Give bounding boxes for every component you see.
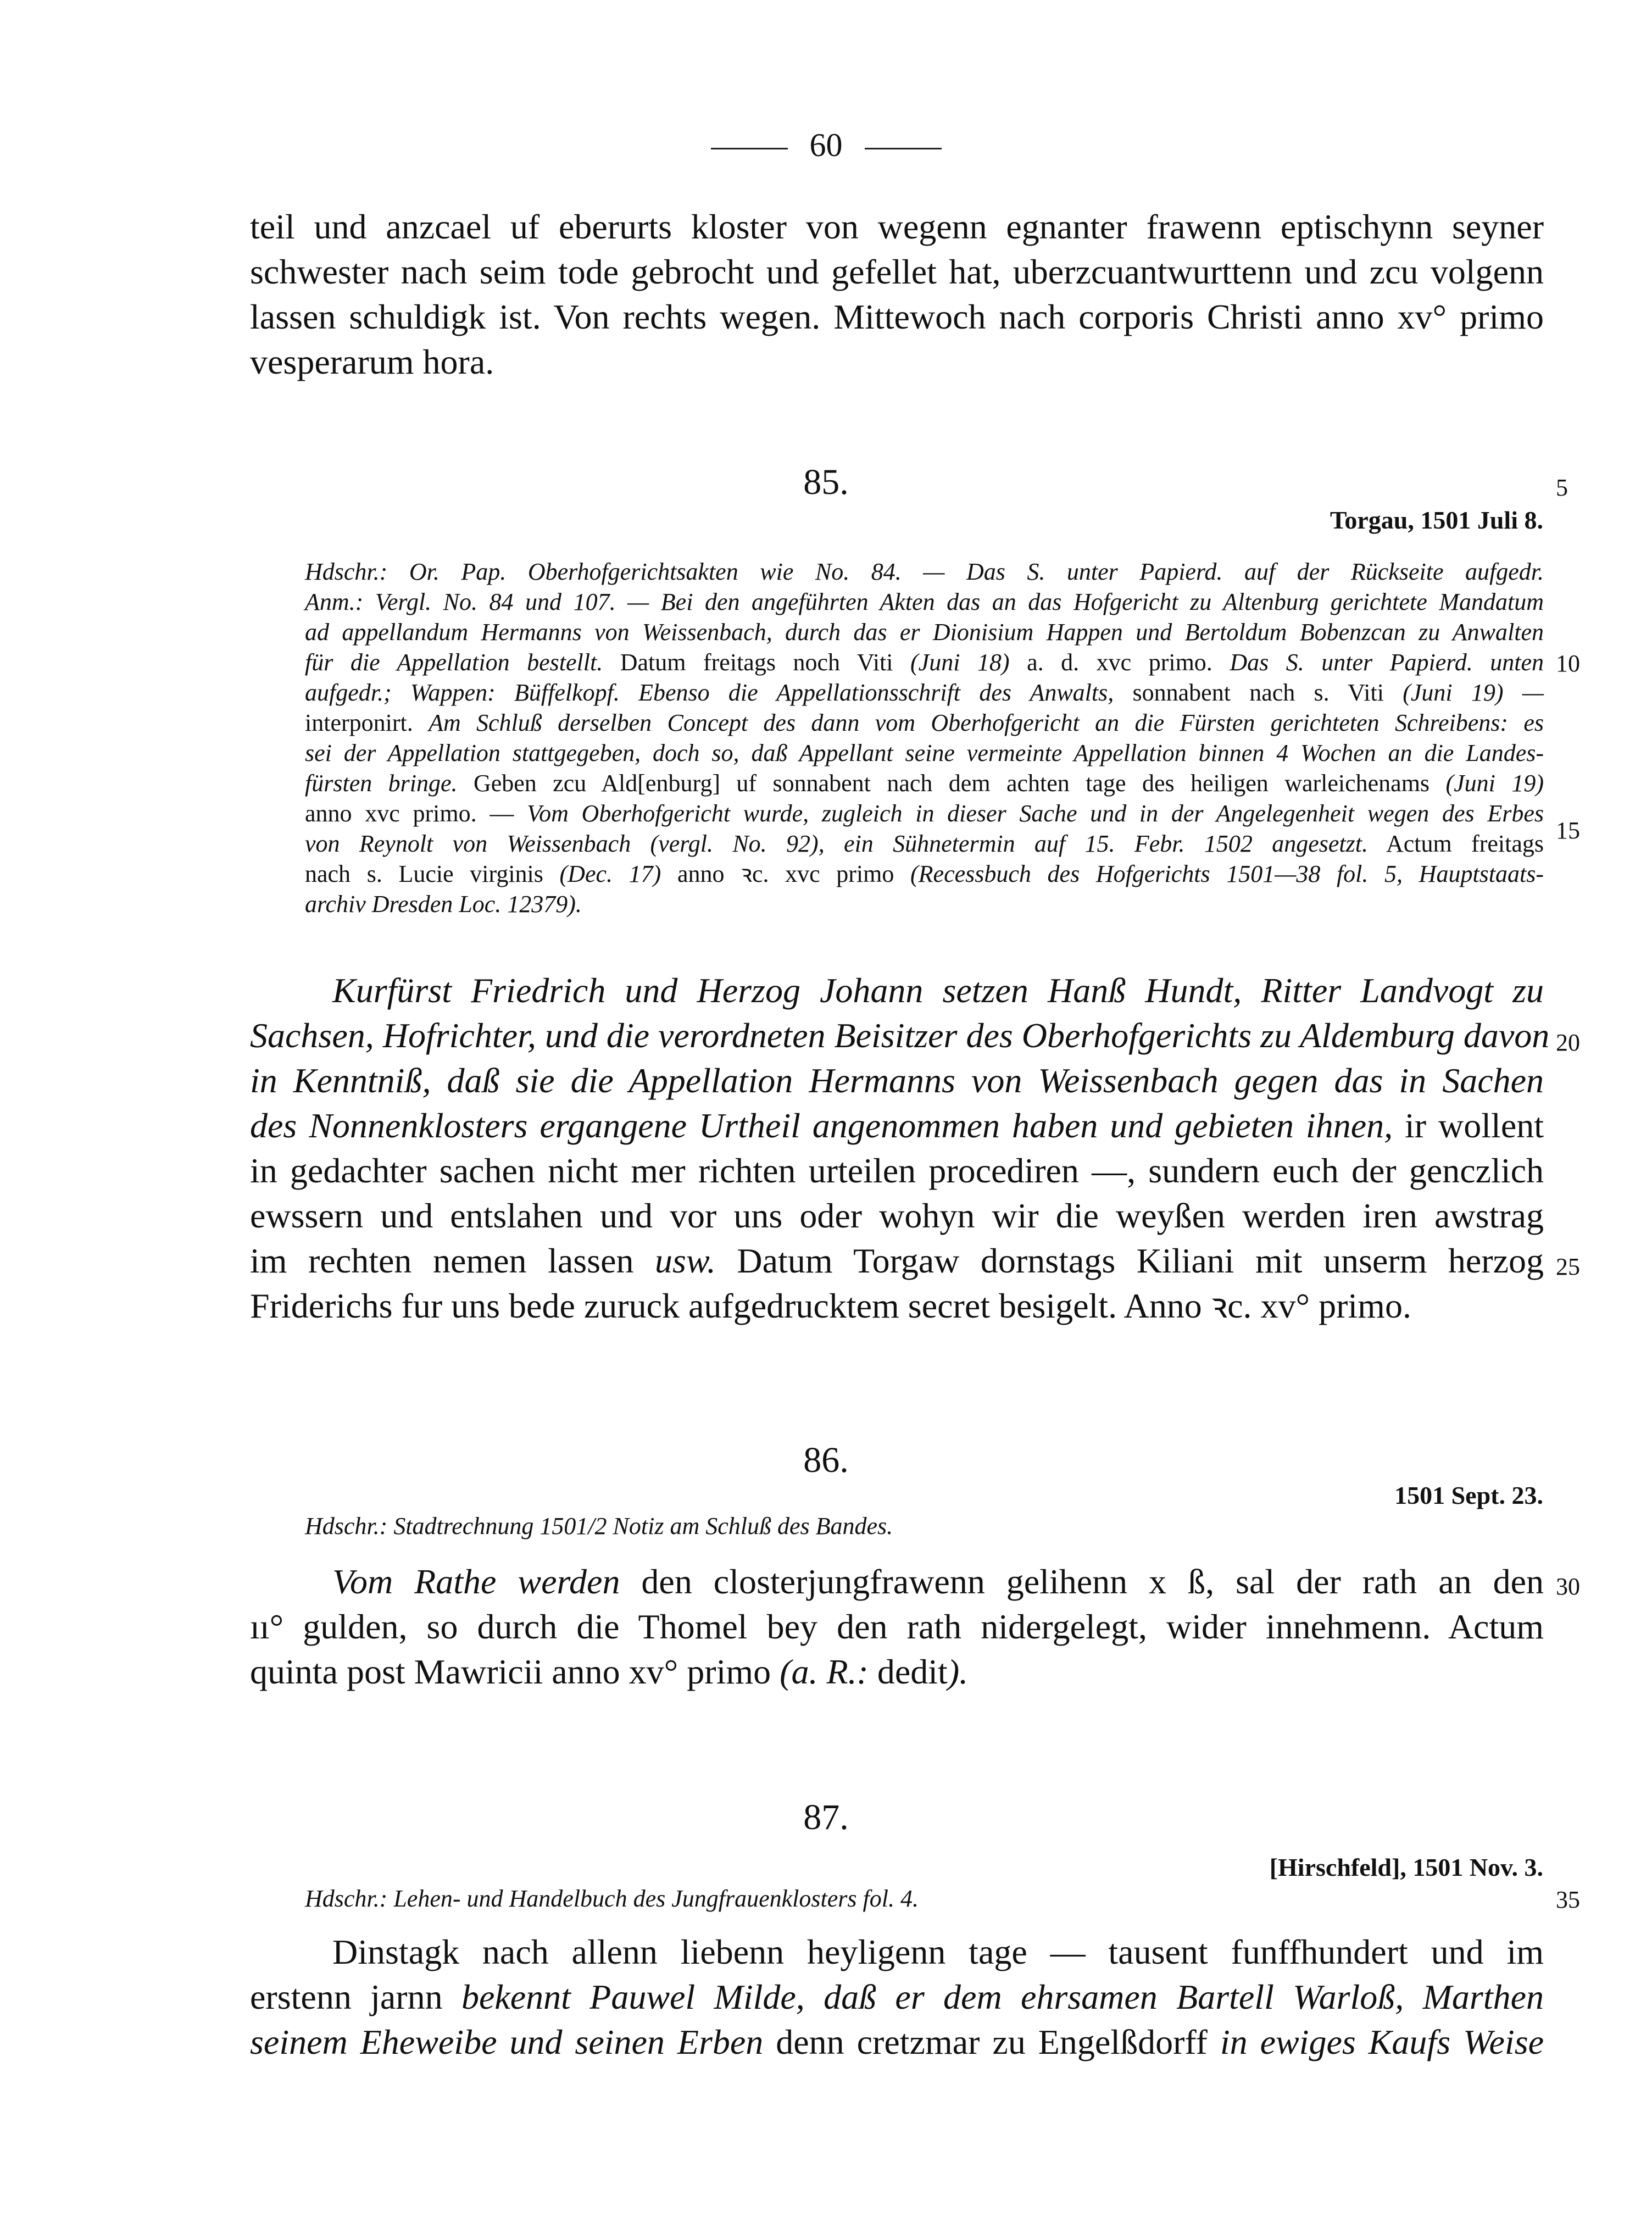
note-fragment: für die Appellation bestellt. <box>305 649 603 676</box>
text-line: schwester nach seim tode gebrocht und gefellet hat, uberzcuantwurttenn und zcu volgenn <box>250 252 1544 291</box>
text-fragment: in ewiges Kaufs Weise <box>1220 2022 1544 2061</box>
text-line: vesperarum hora. <box>250 342 494 381</box>
note-fragment: (Recessbuch des Hofgerichts 1501—38 fol. 5, Hauptstaats- <box>910 860 1544 887</box>
text-line: ewssern und entslahen und vor uns oder wohyn wir die weyßen werden iren awstrag <box>250 1196 1544 1235</box>
text-fragment: ). <box>947 1652 969 1691</box>
rule-left <box>711 148 788 149</box>
text-line: Kurfürst Friedrich und Herzog Johann setzen Hanß Hundt, Ritter Landvogt zu <box>332 971 1544 1010</box>
text-line: ıı° gulden, so durch die Thomel bey den rath nidergelegt, wider innehmenn. Actum <box>250 1607 1544 1646</box>
note-fragment: von Reynolt von Weissenbach (vergl. No. 92), ein Sühnetermin auf 15. Febr. 1502 angesetzt. <box>305 830 1369 857</box>
doc-85-note <box>305 557 1544 919</box>
note-fragment: (Juni 19) <box>1445 770 1544 797</box>
text-line <box>250 1975 1544 2020</box>
text-fragment: den closterjungfrawenn gelihenn x ß, sal der rath an den <box>620 1562 1544 1601</box>
text-fragment: seinem Eheweibe und seinen Erben <box>250 2022 764 2061</box>
note-line <box>305 647 1544 677</box>
text-line: in gedachter sachen nicht mer richten urteilen procediren —, sundern euch der genczlich <box>250 1151 1544 1190</box>
doc-86-body <box>250 1559 1544 1694</box>
note-fragment: anno ꝛc. xvc primo <box>661 860 911 887</box>
note-fragment: Vom Oberhofgericht wurde, zugleich in dieser Sache und in der Angelegenheit wegen des Erbes <box>527 800 1544 827</box>
doc-87-number: 87. <box>803 1797 849 1837</box>
note-line <box>305 829 1544 859</box>
doc-86-number: 86. <box>803 1440 849 1480</box>
text-line <box>250 1238 1544 1283</box>
page-number: 60 <box>809 127 843 163</box>
text-line <box>250 1559 1544 1604</box>
note-fragment: Geben zcu Ald[enburg] uf sonnabent nach dem achten tage des heiligen warleichenams <box>457 770 1446 797</box>
note-fragment: anno xvc primo. — <box>305 800 527 827</box>
note-line: archiv Dresden Loc. 12379). <box>305 891 582 918</box>
line-number-10: 10 <box>1556 650 1580 677</box>
text-fragment: quinta post Mawricii anno xv° primo <box>250 1652 780 1691</box>
text-fragment: Vom Rathe werden <box>332 1562 620 1601</box>
running-head <box>0 126 1652 164</box>
note-fragment: nach s. Lucie virginis <box>305 860 560 887</box>
doc-86-date: 1501 Sept. 23. <box>1394 1481 1543 1509</box>
note-line <box>305 859 1544 889</box>
text-line: lassen schuldigk ist. Von rechts wegen. Mittewoch nach corporis Christi anno xv° primo <box>250 297 1544 336</box>
text-line <box>250 1649 1544 1694</box>
text-fragment: erstenn jarnn <box>250 1977 461 2016</box>
doc-86-note: Hdschr.: Stadtrechnung 1501/2 Notiz am Schluß des Bandes. <box>305 1513 893 1540</box>
doc-87-body <box>250 1930 1544 2065</box>
text-line <box>250 2020 1544 2065</box>
note-line <box>305 677 1544 708</box>
text-fragment: denn cretzmar zu Engelßdorff <box>763 2022 1220 2061</box>
line-number-15: 15 <box>1556 817 1580 844</box>
line-number-25: 25 <box>1556 1253 1580 1280</box>
line-number-5: 5 <box>1556 474 1568 501</box>
note-fragment: fürsten bringe. <box>305 770 458 797</box>
text-line <box>250 1103 1544 1148</box>
line-number-20: 20 <box>1556 1029 1580 1056</box>
continuation-paragraph <box>250 204 1544 385</box>
note-fragment: (Dec. 17) <box>559 860 661 887</box>
text-line: Sachsen, Hofrichter, und die verordneten Beisitzer des Oberhofgerichts zu Aldemburg davon <box>250 1016 1550 1055</box>
note-fragment: sonnabent nach s. Viti <box>1114 679 1403 706</box>
note-fragment: aufgedr.; Wappen: Büffelkopf. Ebenso die Appellationsschrift des Anwalts, <box>305 679 1114 706</box>
note-line: Anm.: Vergl. No. 84 und 107. — Bei den angeführten Akten das an das Hofgericht zu Altenburg gerichtete Mandatum <box>305 588 1544 615</box>
note-line: ad appellandum Hermanns von Weissenbach, durch das er Dionisium Happen und Bertoldum Bobenzcan zu Anwalten <box>305 619 1544 646</box>
note-fragment: Das S. unter Papierd. unten <box>1230 649 1544 676</box>
text-line: in Kenntniß, daß sie die Appellation Hermanns von Weissenbach gegen das in Sachen <box>250 1061 1544 1100</box>
rule-right <box>865 148 942 149</box>
note-line: sei der Appellation stattgegeben, doch so, daß Appellant seine vermeinte Appellation binnen 4 Wochen an die Landes- <box>305 740 1544 766</box>
line-number-30: 30 <box>1556 1573 1580 1600</box>
note-fragment: Datum freitags noch Viti <box>603 649 911 676</box>
note-fragment: Am Schluß derselben Concept des dann vom Oberhofgericht an die Fürsten gerichteten Schreibens: es <box>429 709 1544 736</box>
text-fragment: usw. <box>655 1241 716 1280</box>
doc-87-note: Hdschr.: Lehen- und Handelbuch des Jungfrauenklosters fol. 4. <box>305 1885 919 1912</box>
text-line: Dinstagk nach allenn liebenn heyligenn tage — tausent funffhundert und im <box>332 1932 1544 1971</box>
text-line: teil und anzcael uf eberurts kloster von wegenn egnanter frawenn eptischynn seyner <box>250 207 1544 246</box>
text-fragment: dedit <box>868 1652 948 1691</box>
note-line <box>305 768 1544 798</box>
note-line <box>305 708 1544 738</box>
note-line: Hdschr.: Or. Pap. Oberhofgerichtsakten wie No. 84. — Das S. unter Papierd. auf der Rückseite aufgedr. <box>305 558 1544 585</box>
text-fragment: Datum Torgaw dornstags Kiliani mit unserm herzog <box>715 1241 1544 1280</box>
doc-85-place-date: Torgau, 1501 Juli 8. <box>1330 506 1543 534</box>
note-fragment: (Juni 18) <box>910 649 1010 676</box>
text-fragment: bekennt Pauwel Milde, daß er dem ehrsamen Bartell Warloß, Marthen <box>461 1977 1544 2016</box>
doc-87-place-date: [Hirschfeld], 1501 Nov. 3. <box>1269 1853 1543 1881</box>
text-fragment: (a. R.: <box>780 1652 869 1691</box>
text-fragment: des Nonnenklosters ergangene Urtheil angenommen haben und gebieten ihnen, <box>250 1106 1393 1145</box>
text-line: Friderichs fur uns bede zuruck aufgedrucktem secret besigelt. Anno ꝛc. xv° primo. <box>250 1286 1411 1325</box>
note-fragment: (Juni 19) — <box>1403 679 1544 706</box>
note-line <box>305 798 1544 829</box>
text-fragment: im rechten nemen lassen <box>250 1241 655 1280</box>
text-fragment: ir wollent <box>1393 1106 1544 1145</box>
note-fragment: Actum freitags <box>1368 830 1544 857</box>
doc-85-number: 85. <box>803 462 849 502</box>
line-number-35: 35 <box>1556 1886 1580 1913</box>
doc-85-body <box>250 968 1550 1329</box>
note-fragment: a. d. xvc primo. <box>1009 649 1230 676</box>
note-fragment: interponirt. <box>305 709 429 736</box>
